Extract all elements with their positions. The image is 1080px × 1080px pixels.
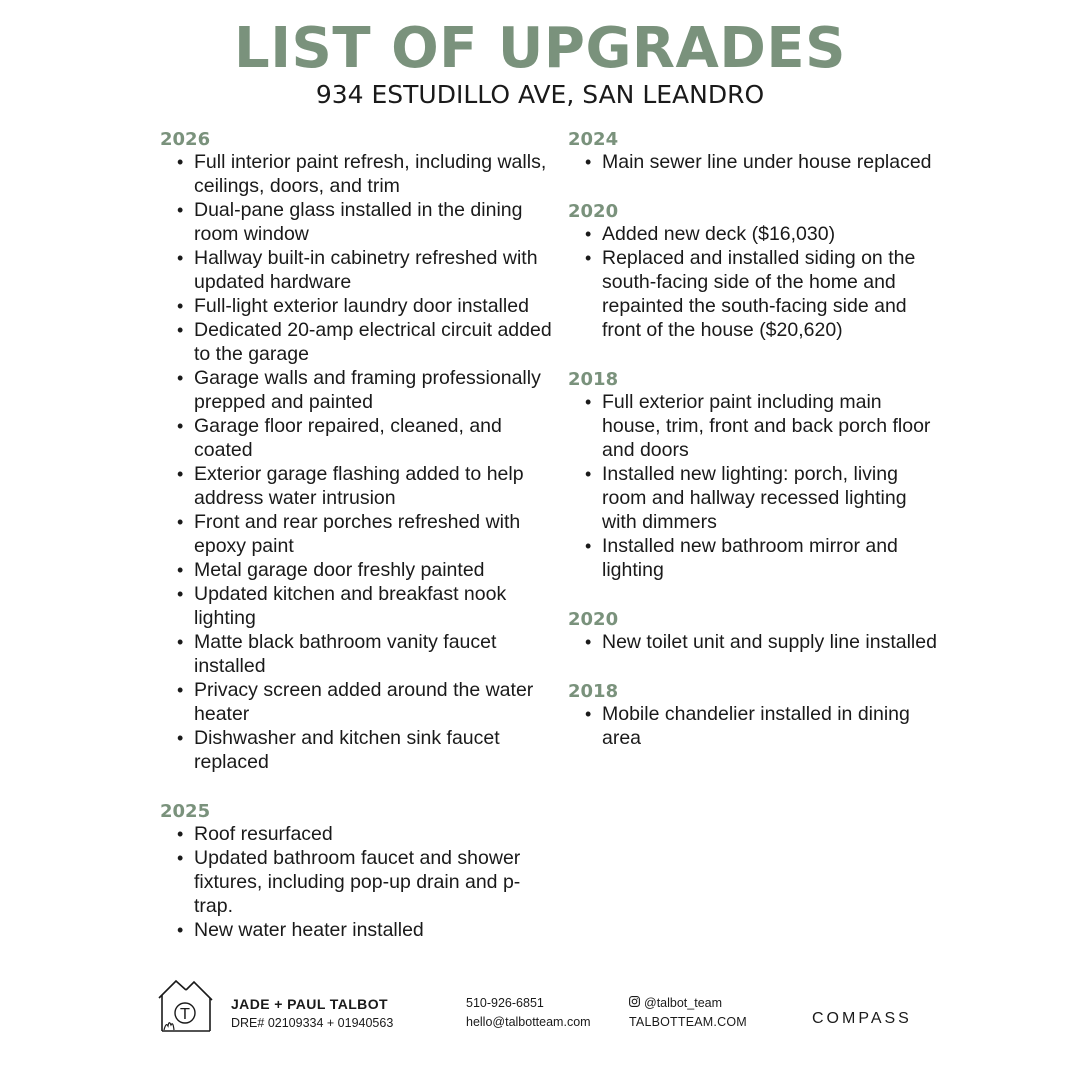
upgrade-item: • Front and rear porches refreshed with epoxy paint [160,510,555,558]
instagram-icon [629,996,640,1010]
year-heading: 2020 [568,201,619,222]
upgrade-item: • Updated bathroom faucet and shower fixtures, including pop-up drain and p-trap. [160,846,555,918]
upgrade-list [160,822,555,942]
upgrade-list [160,150,555,774]
property-address: 934 ESTUDILLO AVE, SAN LEANDRO [315,80,765,109]
upgrade-item: • Exterior garage flashing added to help address water intrusion [160,462,555,510]
year-section [568,366,938,582]
upgrade-item: • Dishwasher and kitchen sink faucet replaced [160,726,555,774]
upgrade-item: • Dedicated 20-amp electrical circuit added to the garage [160,318,555,366]
right-column [568,126,938,774]
upgrade-item: • Matte black bathroom vanity faucet installed [160,630,555,678]
year-heading: 2025 [160,801,211,822]
upgrade-item: • Privacy screen added around the water heater [160,678,555,726]
compass-logo: COMPASS [812,1010,912,1027]
year-section [160,126,555,774]
website-link[interactable]: TALBOTTEAM.COM [629,1015,747,1029]
page-title: LIST OF UPGRADES [234,16,846,81]
upgrade-item: • New toilet unit and supply line installed [568,630,938,654]
year-section [568,606,938,654]
email-address[interactable]: hello@talbotteam.com [466,1015,591,1029]
upgrade-list [568,150,938,174]
upgrade-list [568,702,938,750]
social-handle[interactable] [629,996,722,1010]
year-section [160,798,555,942]
upgrade-item: • New water heater installed [160,918,555,942]
upgrade-list [568,222,938,342]
year-section [568,678,938,750]
year-section [568,126,938,174]
upgrade-item: • Garage walls and framing professionally prepped and painted [160,366,555,414]
year-heading: 2026 [160,129,211,150]
logo-letter: T [180,1005,190,1023]
upgrade-item: • Roof resurfaced [160,822,555,846]
left-column [160,126,555,966]
upgrade-item: • Full exterior paint including main house, trim, front and back porch floor and doors [568,390,938,462]
year-heading: 2018 [568,369,619,390]
year-heading: 2020 [568,609,619,630]
upgrade-item: • Updated kitchen and breakfast nook lighting [160,582,555,630]
social-handle-text: @talbot_team [644,996,723,1010]
upgrade-item: • Installed new lighting: porch, living room and hallway recessed lighting with dimmers [568,462,938,534]
year-heading: 2024 [568,129,619,150]
upgrade-item: • Garage floor repaired, cleaned, and coated [160,414,555,462]
upgrade-item: • Added new deck ($16,030) [568,222,938,246]
upgrade-item: • Mobile chandelier installed in dining area [568,702,938,750]
upgrade-item: • Installed new bathroom mirror and lighting [568,534,938,582]
upgrade-item: • Metal garage door freshly painted [160,558,555,582]
dre-numbers: DRE# 02109334 + 01940563 [231,1016,394,1030]
upgrade-item: • Main sewer line under house replaced [568,150,938,174]
year-heading: 2018 [568,681,619,702]
year-section [568,198,938,342]
upgrade-list [568,630,938,654]
upgrade-item: • Hallway built-in cabinetry refreshed with updated hardware [160,246,555,294]
agent-names: JADE + PAUL TALBOT [231,996,388,1012]
upgrade-item: • Replaced and installed siding on the south-facing side of the home and repainted the south-facing side and front of the house ($20,620) [568,246,938,342]
footer [0,976,1080,1056]
upgrade-item: • Full interior paint refresh, including walls, ceilings, doors, and trim [160,150,555,198]
upgrade-item: • Dual-pane glass installed in the dining room window [160,198,555,246]
upgrade-list [568,390,938,582]
phone-number[interactable]: 510-926-6851 [466,996,544,1010]
upgrade-item: • Full-light exterior laundry door installed [160,294,555,318]
talbot-team-logo [156,978,214,1034]
